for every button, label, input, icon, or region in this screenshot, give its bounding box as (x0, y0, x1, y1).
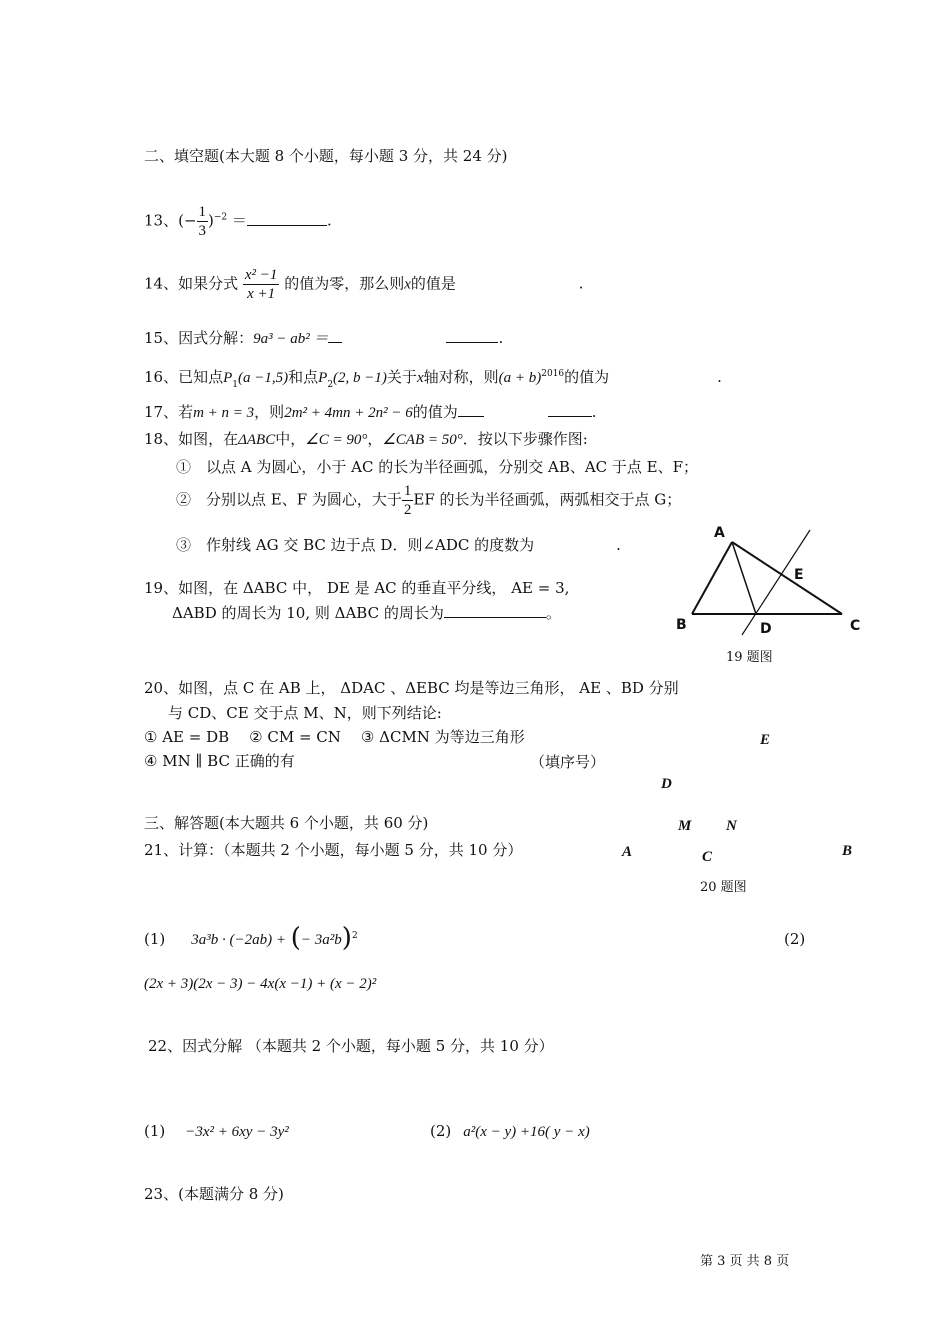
fig20-label-m: M (678, 818, 692, 834)
q20-fill-hint: （填序号） (530, 753, 606, 771)
question-17: 17、若m + n = 3，则2m² + 4mn + 2n² − 6的值为 . (144, 403, 597, 421)
answer-blank (548, 402, 592, 417)
q19-line-2: ΔABD 的周长为 10, 则 ΔABC 的周长为 。 (172, 604, 561, 622)
q22-part-2: (2) a²(x − y) +16( y − x) (430, 1122, 590, 1140)
q21-part-2-expr: (2x + 3)(2x − 3) − 4x(x −1) + (x − 2)² (144, 976, 377, 992)
fig19-label-e: E (794, 567, 804, 583)
question-18-intro: 18、如图，在ΔABC中，∠C = 90°，∠CAB = 50°．按以下步骤作图: (144, 430, 588, 448)
answer-blank (247, 211, 327, 226)
fig19-segment-ab (692, 542, 732, 614)
q20-conclusion-1: ① AE = DB (144, 728, 230, 746)
fig20-label-e: E (760, 732, 771, 748)
q18-step-2: ② 分别以点 E、F 为圆心，大于 $\frac{1}{2}$ EF 的长为半径画弧，两弧相交于点 G； (176, 483, 682, 518)
q13-number: 13、 (144, 211, 179, 230)
q18-fraction: $\frac{1}{2}$ (403, 483, 412, 518)
q22-title: 22、因式分解 （本题共 2 个小题，每小题 5 分，共 10 分） (148, 1037, 554, 1055)
fig19-label-b: B (676, 617, 687, 633)
question-16: 16、已知点$P_1(a -1,5)$和点$P_2(2$, b −1)关于x轴对称，则$(a + b)^{2016}$的值为 . (144, 368, 722, 390)
fig19-caption: 19 题图 (726, 650, 773, 665)
q20-conclusion-4: ④ MN ∥ BC 正确的有 (144, 752, 295, 770)
fig20-label-a: A (622, 844, 633, 860)
fig20-label-b: B (842, 843, 853, 859)
q21-title: 21、计算：（本题共 2 个小题，每小题 5 分，共 10 分） (144, 841, 523, 859)
q20-line-2: 与 CD、CE 交于点 M、N，则下列结论: (168, 704, 442, 722)
q20-line-1: 20、如图，点 C 在 AB 上， ΔDAC 、ΔEBC 均是等边三角形， AE 、BD 分别 (144, 679, 679, 697)
q13-fraction: $\frac{1}{3}$ (198, 204, 207, 239)
q18-step-1: ① 以点 A 为圆心，小于 AC 的长为半径画弧，分别交 AB、AC 于点 E、F； (176, 458, 699, 476)
fig19-segment-ad (732, 542, 756, 614)
section2-title: 二、填空题(本大题 8 个小题，每小题 3 分，共 24 分) (144, 147, 508, 165)
q20-conclusions (144, 727, 525, 747)
q22-part-1: (1) −3x² + 6xy − 3y² (144, 1122, 289, 1140)
fig20-label-c: C (702, 849, 713, 865)
fig20-label-d: D (661, 776, 672, 792)
answer-blank (444, 603, 546, 618)
q20-conclusion-4-line (144, 751, 295, 771)
fig19-label-d: D (760, 621, 772, 637)
section3-title: 三、解答题(本大题共 6 个小题，共 60 分) (144, 814, 429, 832)
q18-step-3: ③ 作射线 AG 交 BC 边于点 D．则∠ADC 的度数为 . (176, 536, 621, 554)
question-14: 14、如果分式 $\frac{\text{x² −1}}{x +1}$ 的值为零，那么则x的值是 . (144, 267, 584, 302)
page-footer: 第 3 页 共 8 页 (700, 1254, 790, 1269)
q21-part-1: (1) 3a³b · (−2ab) + (− 3a²b)$^2$ (144, 923, 358, 953)
fig20-caption: 20 题图 (700, 880, 747, 895)
q14-fraction: $\frac{\text{x² −1}}{x +1}$ (244, 267, 278, 302)
fig19-label-a: A (714, 525, 725, 541)
fig19-segment-ac (732, 542, 842, 614)
q21-part-2-label: (2) (784, 930, 806, 948)
answer-blank (446, 328, 498, 343)
question-15: 15、因式分解：9a³ − ab² ＝ . (144, 329, 504, 347)
question-13: 13、(− $\frac{1}{3}$ )$^{-2}$ ＝ . (144, 204, 332, 239)
fig19-label-c: C (850, 618, 861, 634)
q20-conclusion-3: ③ ΔCMN 为等边三角形 (360, 728, 525, 746)
q19-line-1: 19、如图，在 ΔABC 中， DE 是 AC 的垂直平分线， AE = 3, (144, 579, 570, 597)
q23-title: 23、(本题满分 8 分) (144, 1185, 284, 1203)
q20-conclusion-2: ② CM = CN (249, 728, 341, 746)
fig20-label-n: N (726, 818, 737, 834)
